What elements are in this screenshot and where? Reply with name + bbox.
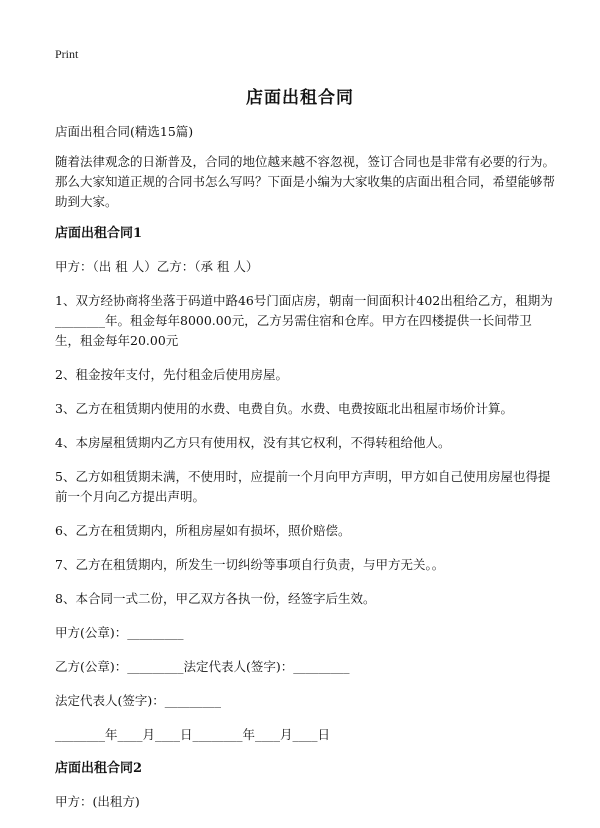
clause-5: 5、乙方如租赁期未满，不使用时，应提前一个月向甲方声明，甲方如自己使用房屋也得提前一个月向乙方提出声明。 — [55, 469, 551, 504]
clause-6: 6、乙方在租赁期内，所租房屋如有损坏，照价赔偿。 — [55, 523, 351, 538]
clause-8: 8、本合同一式二份，甲乙双方各执一份，经签字后生效。 — [55, 591, 376, 606]
clause-2: 2、租金按年支付，先付租金后使用房屋。 — [55, 367, 288, 382]
clause-3: 3、乙方在租赁期内使用的水费、电费自负。水费、电费按瓯北出租屋市场价计算。 — [55, 401, 513, 416]
signature-legal-rep: 法定代表人(签字)：_________ — [55, 693, 222, 708]
signature-party-a: 甲方(公章)：_________ — [55, 625, 184, 640]
document-subtitle: 店面出租合同(精选15篇) — [55, 124, 194, 139]
date-line: ________年____月____日________年____月____日 — [55, 727, 331, 742]
intro-paragraph: 随着法律观念的日渐普及，合同的地位越来越不容忽视，签订合同也是非常有必要的行为。那么大家知道正规的合同书怎么写吗？下面是小编为大家收集的店面出租合同，希望能够帮助到大家。 — [55, 154, 556, 209]
signature-party-b: 乙方(公章)：_________法定代表人(签字)：_________ — [55, 659, 350, 674]
clause-4: 4、本房屋租赁期内乙方只有使用权，没有其它权利，不得转租给他人。 — [55, 435, 451, 450]
document-body — [55, 122, 555, 826]
party-a-line: 甲方：(出租方) — [55, 794, 140, 809]
print-link[interactable]: Print — [55, 47, 79, 61]
section-heading-2: 店面出租合同2 — [55, 761, 143, 776]
clause-1: 1、双方经协商将坐落于码道中路46号门面店房，朝南一间面积计402出租给乙方，租期为________年。租金每年8000.00元，乙方另需住宿和仓库。甲方在四楼提供一长间带卫生，租金每年20.00元 — [55, 293, 553, 348]
section-heading-1: 店面出租合同1 — [55, 226, 143, 241]
parties-line: 甲方：（出 租 人）乙方：（承 租 人） — [55, 259, 259, 274]
clause-7: 7、乙方在租赁期内，所发生一切纠纷等事项自行负责，与甲方无关。。 — [55, 557, 445, 572]
page-title: 店面出租合同 — [246, 88, 354, 108]
